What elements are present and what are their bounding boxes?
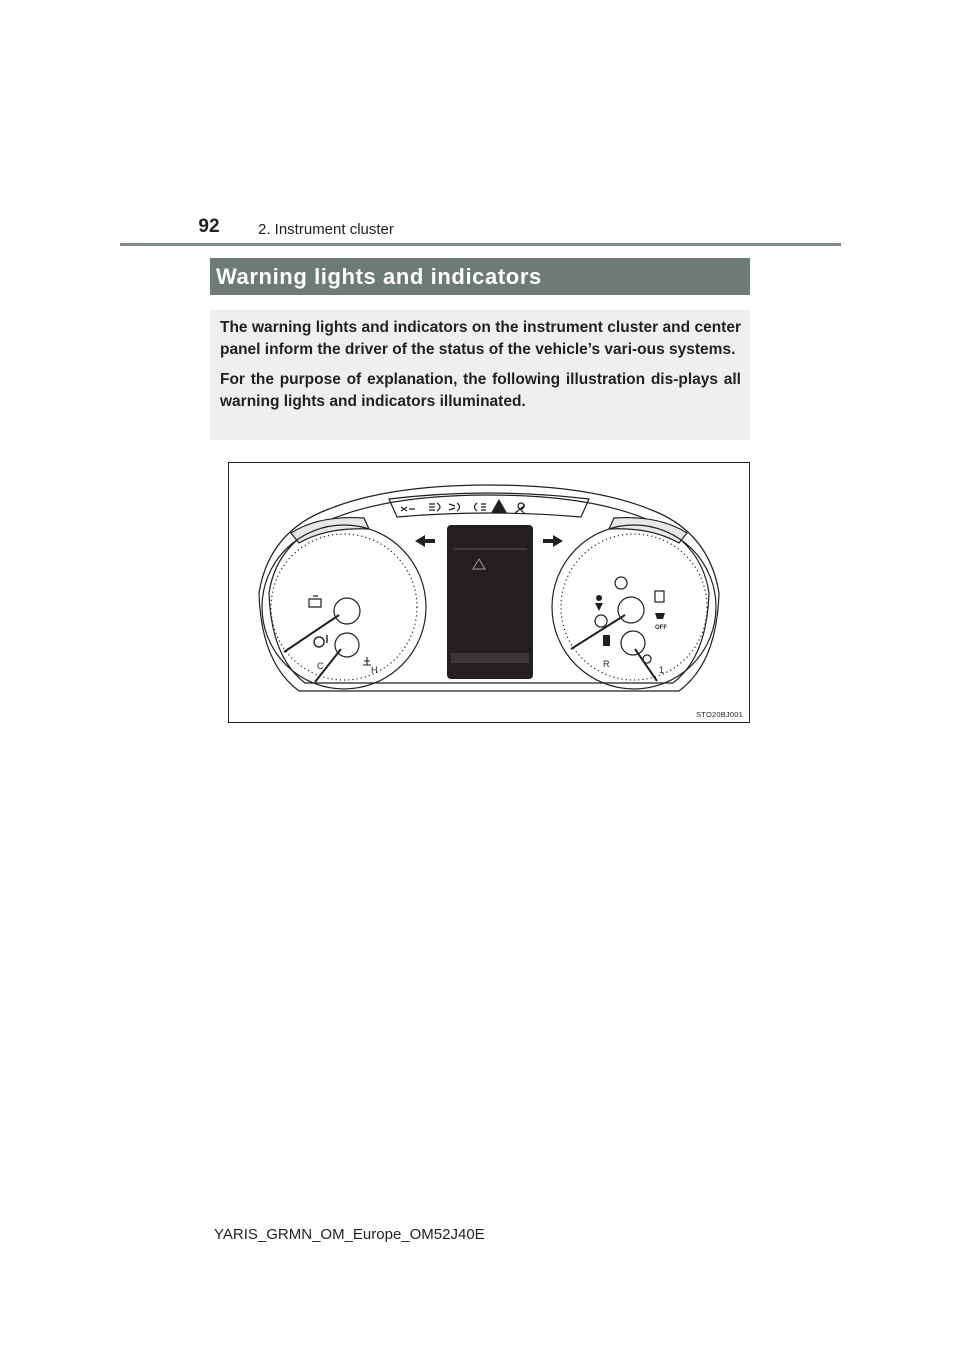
- right-gauge-needle: [571, 615, 625, 649]
- right-gauge-main-hub: [618, 597, 644, 623]
- header-rule: [120, 243, 841, 246]
- rear-fog-icon: [475, 503, 487, 511]
- seatbelt-icon: [515, 503, 525, 514]
- center-display-lower-band: [451, 653, 529, 663]
- front-fog-icon: [449, 503, 460, 511]
- left-gauge-needle: [284, 615, 339, 652]
- fuel-icon: [603, 635, 610, 646]
- vsc-off-icon: [655, 613, 665, 619]
- right-one-label: 1: [659, 665, 665, 675]
- intro-paragraph-2: For the purpose of explanation, the following illustration dis-plays all warning lights and indicators illuminated.: [220, 371, 741, 410]
- illustration-code: STO20BJ001: [696, 710, 743, 719]
- abs-icon: [595, 615, 607, 627]
- charging-system-icon: [655, 591, 664, 602]
- intro-box: [210, 310, 750, 440]
- left-cold-label: C: [317, 661, 324, 671]
- left-hot-label: H: [371, 665, 378, 675]
- left-accent-arc: [291, 518, 369, 543]
- left-gauge-main-hub: [334, 598, 360, 624]
- section-title: 2. Instrument cluster: [258, 221, 394, 238]
- beam-level-icon: [401, 507, 415, 511]
- master-warning-icon: [491, 499, 507, 513]
- right-sub-needle: [635, 649, 657, 681]
- low-tire-pressure-icon: [643, 655, 651, 663]
- top-warning-strip: [389, 493, 589, 517]
- heading-title: Warning lights and indicators: [216, 264, 542, 289]
- left-turn-arrow-icon: [415, 535, 435, 547]
- footer-manual-id: YARIS_GRMN_OM_Europe_OM52J40E: [214, 1226, 485, 1243]
- right-off-label: OFF: [655, 625, 667, 631]
- right-turn-arrow-icon: [543, 535, 563, 547]
- parking-brake-icon: [615, 577, 627, 589]
- engine-check-icon: [309, 596, 321, 607]
- page-number: 92: [198, 216, 220, 237]
- right-reserve-label: R: [603, 659, 610, 669]
- heading-bar: [210, 258, 750, 295]
- cluster-drawing: [229, 463, 749, 722]
- coolant-temp-icon: [363, 657, 371, 665]
- right-gauge-sub-hub: [621, 631, 645, 655]
- instrument-cluster-illustration: [228, 462, 750, 723]
- headlight-icon: [429, 503, 440, 511]
- airbag-icon: [595, 595, 603, 611]
- right-accent-arc: [609, 518, 687, 543]
- intro-paragraph-1: The warning lights and indicators on the instrument cluster and center panel inform the driver of the status of the vehicle’s vari-ous systems.: [220, 319, 741, 358]
- oil-pressure-icon: [314, 635, 327, 647]
